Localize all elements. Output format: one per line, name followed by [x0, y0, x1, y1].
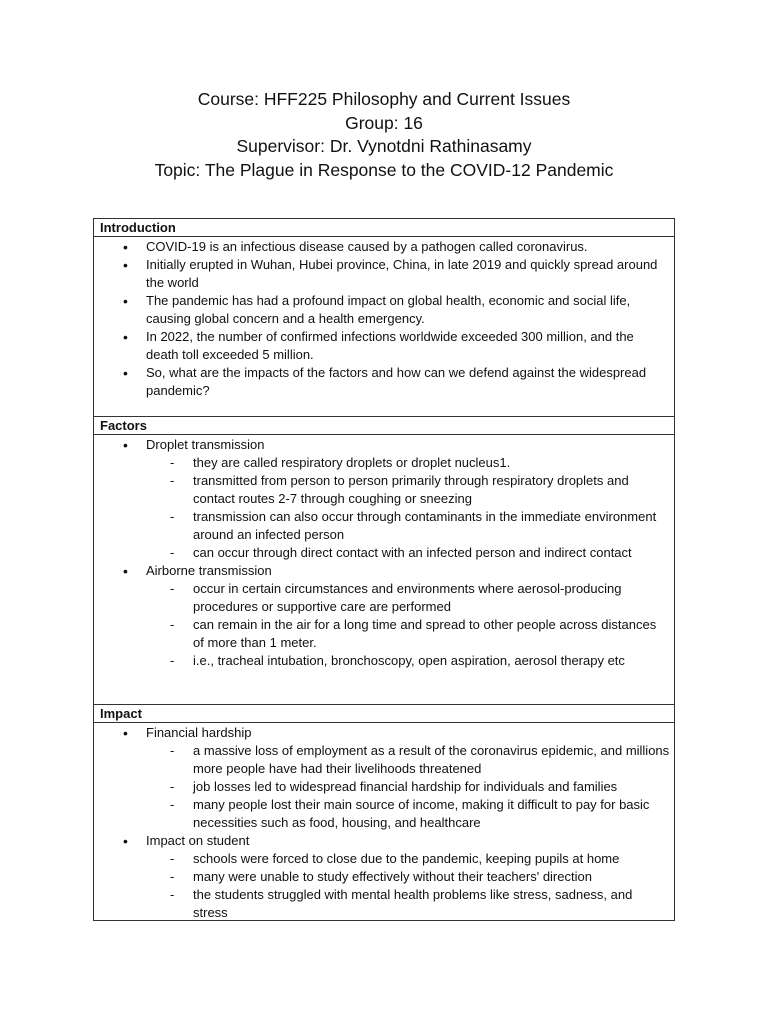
factors-section: [94, 435, 674, 705]
course-line: Course: HFF225 Philosophy and Current Issues: [197, 89, 571, 109]
impact-subitem: - many people lost their main source of income, making it difficult to pay for basic necessities such as food, housing, and healthcare: [94, 796, 674, 832]
factor-label: Airborne transmission: [146, 563, 272, 578]
factor-subitem: - can occur through direct contact with an infected person and indirect contact: [94, 544, 674, 562]
impact-title: Impact: [94, 705, 674, 723]
intro-bullet: • The pandemic has had a profound impact on global health, economic and social life, causing global concern and a health emergency.: [94, 292, 674, 328]
intro-bullet: • COVID-19 is an infectious disease caused by a pathogen called coronavirus.: [94, 238, 674, 256]
introduction-title: Introduction: [94, 219, 674, 237]
impact-subitem: - many were unable to study effectively without their teachers' direction: [94, 868, 674, 886]
intro-bullet: • So, what are the impacts of the factors and how can we defend against the widespread pandemic?: [94, 364, 674, 400]
impact-label: Financial hardship: [146, 725, 252, 740]
impact-subitem: - a massive loss of employment as a result of the coronavirus epidemic, and millions more people have had their livelihoods threatened: [94, 742, 674, 778]
factor-bullet: [94, 436, 674, 454]
factor-subitem: - transmitted from person to person primarily through respiratory droplets and contact routes 2-7 through coughing or sneezing: [94, 472, 674, 508]
factor-subitem: - i.e., tracheal intubation, bronchoscopy, open aspiration, aerosol therapy etc: [94, 652, 674, 670]
group-line: Group: 16: [345, 112, 423, 133]
topic-line: Topic: The Plague in Response to the COVID-12 Pandemic: [154, 159, 614, 180]
introduction-section: [94, 237, 674, 417]
impact-subitem: - job losses led to widespread financial hardship for individuals and families: [94, 778, 674, 796]
document-header: [0, 88, 768, 182]
impact-section: [94, 723, 674, 921]
intro-bullet: • In 2022, the number of confirmed infections worldwide exceeded 300 million, and the death toll exceeded 5 million.: [94, 328, 674, 364]
impact-subitem: - the students struggled with mental health problems like stress, sadness, and stress: [94, 886, 674, 922]
impact-bullet: [94, 832, 674, 850]
supervisor-line: Supervisor: Dr. Vynotdni Rathinasamy: [236, 136, 532, 156]
content-table: [93, 218, 675, 921]
impact-label: Impact on student: [146, 833, 250, 848]
factor-label: Droplet transmission: [146, 437, 265, 452]
impact-bullet: [94, 724, 674, 742]
factor-subitem: - can remain in the air for a long time and spread to other people across distances of more than 1 meter.: [94, 616, 674, 652]
intro-bullet: • Initially erupted in Wuhan, Hubei province, China, in late 2019 and quickly spread around the world: [94, 256, 674, 292]
impact-subitem: - schools were forced to close due to the pandemic, keeping pupils at home: [94, 850, 674, 868]
factors-title: Factors: [94, 417, 674, 435]
factor-bullet: [94, 562, 674, 580]
factor-subitem: - occur in certain circumstances and environments where aerosol-producing procedures or supportive care are performed: [94, 580, 674, 616]
factor-subitem: - transmission can also occur through contaminants in the immediate environment around an infected person: [94, 508, 674, 544]
factor-subitem: - they are called respiratory droplets or droplet nucleus1.: [94, 454, 674, 472]
